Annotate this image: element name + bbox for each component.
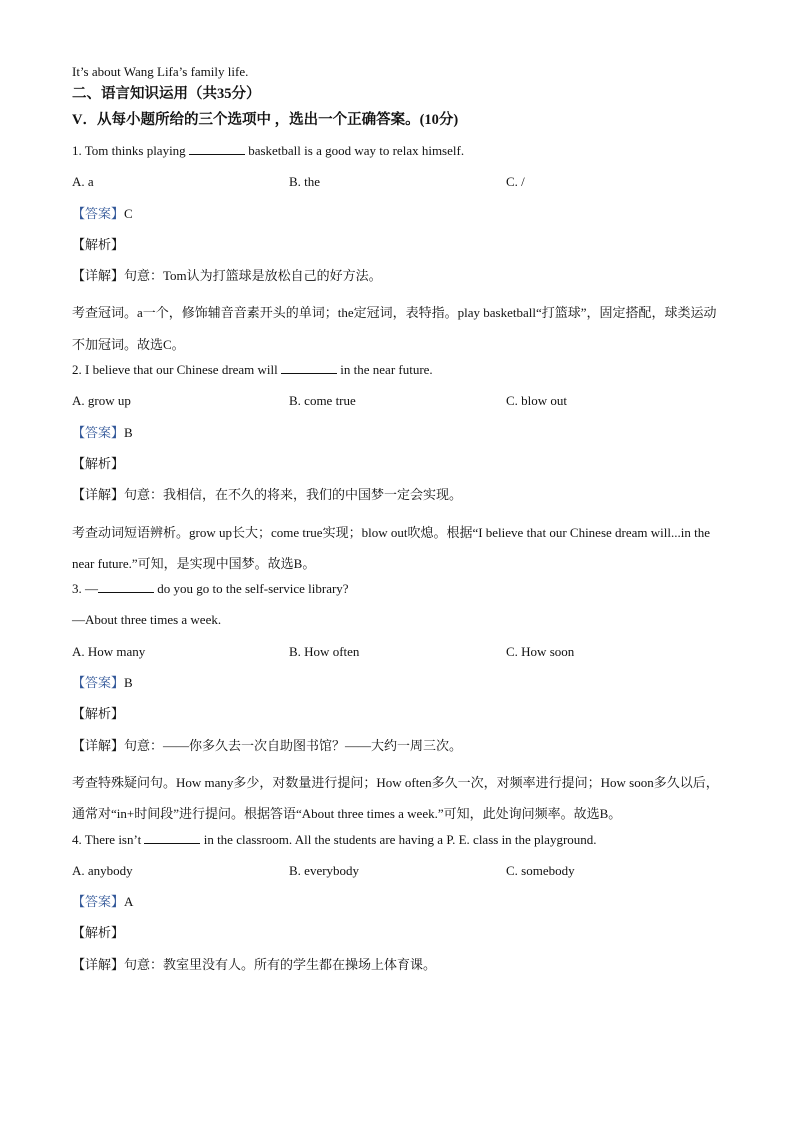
part-title: V．从每小题所给的三个选项中 ，选出一个正确答案。(10分) bbox=[72, 112, 459, 128]
section-title: 二、语言知识运用（共35分） bbox=[72, 86, 261, 102]
question-2-stem: 2. I believe that our Chinese dream will in the near future. bbox=[72, 362, 433, 378]
option-c: C. How soon bbox=[506, 643, 575, 659]
answer-blank bbox=[98, 580, 154, 593]
option-c: C. / bbox=[506, 174, 525, 190]
option-b: B. everybody bbox=[289, 862, 360, 878]
question-3-detail: 【详解】句意：——你多久去一次自助图书馆？——大约一周三次。 bbox=[72, 737, 463, 753]
option-a: A. grow up bbox=[72, 393, 131, 409]
question-4-options bbox=[72, 861, 722, 892]
question-3-explanation: 考查特殊疑问句。How many多少，对数量进行提问；How often多久一次，对频率进行提问；How soon多久以后，通常对“in+时间段”进行提问。根据答语“About three times a week.”可知，此处询问频率。故选B。 bbox=[72, 774, 719, 822]
question-1-stem: 1. Tom thinks playing basketball is a good way to relax himself. bbox=[72, 143, 465, 158]
option-c: C. somebody bbox=[506, 862, 575, 878]
question-1-detail: 【详解】句意：Tom认为打篮球是放松自己的好方法。 bbox=[72, 268, 382, 284]
answer-blank bbox=[281, 361, 337, 374]
question-2-analysis-label: 【解析】 bbox=[72, 455, 125, 471]
question-3-answer: 【答案】B bbox=[72, 675, 133, 691]
question-3-reply: —About three times a week. bbox=[72, 612, 222, 628]
question-2-detail: 【详解】句意：我相信，在不久的将来，我们的中国梦一定会实现。 bbox=[72, 487, 463, 503]
question-1-explanation: 考查冠词。a一个，修饰辅音音素开头的单词；the定冠词，表特指。play basketball“打篮球”，固定搭配，球类运动不加冠词。故选C。 bbox=[72, 305, 717, 352]
question-3-analysis-label: 【解析】 bbox=[72, 706, 125, 722]
question-3-options bbox=[72, 642, 722, 673]
question-4-analysis-label: 【解析】 bbox=[72, 925, 125, 941]
question-4-stem: 4. There isn’t in the classroom. All the students are having a P. E. class in the playground. bbox=[72, 831, 597, 847]
answer-blank bbox=[144, 831, 200, 844]
option-b: B. come true bbox=[289, 393, 356, 409]
intro-text: It’s about Wang Lifa’s family life. bbox=[72, 64, 249, 79]
option-a: A. a bbox=[72, 174, 94, 190]
question-1-analysis-label: 【解析】 bbox=[72, 236, 125, 252]
option-c: C. blow out bbox=[506, 393, 568, 409]
question-1-options bbox=[72, 172, 722, 203]
question-4-detail: 【详解】句意：教室里没有人。所有的学生都在操场上体育课。 bbox=[72, 956, 437, 972]
question-3-stem: 3. — do you go to the self-service library? bbox=[72, 581, 349, 597]
option-b: B. the bbox=[289, 174, 321, 190]
document-content bbox=[72, 62, 722, 986]
option-a: A. How many bbox=[72, 643, 146, 659]
option-b: B. How often bbox=[289, 643, 360, 659]
question-4-answer: 【答案】A bbox=[72, 894, 134, 910]
question-2-answer: 【答案】B bbox=[72, 424, 133, 440]
question-2-explanation: 考查动词短语辨析。grow up长大；come true实现；blow out吹熄。根据“I believe that our Chinese dream will...in the near future.”可知，是实现中国梦。故选B。 bbox=[72, 524, 710, 571]
question-1-answer: 【答案】C bbox=[72, 205, 133, 221]
answer-blank bbox=[189, 142, 245, 155]
question-2-options bbox=[72, 391, 722, 422]
option-a: A. anybody bbox=[72, 862, 133, 878]
